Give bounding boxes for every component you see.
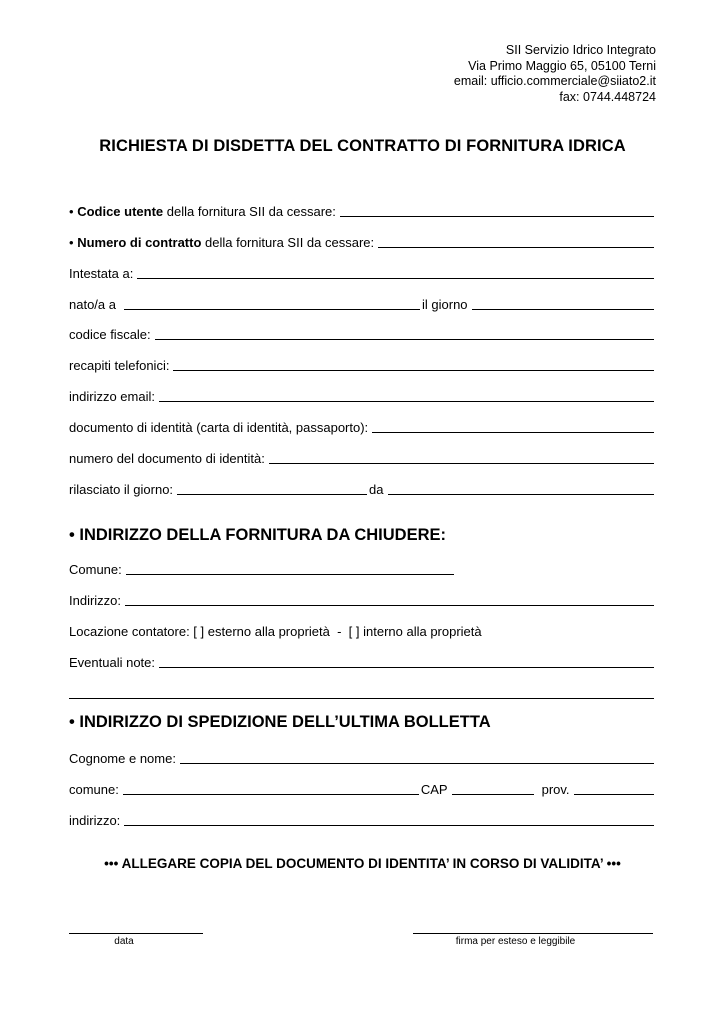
- allegare-documento-notice: ••• ALLEGARE COPIA DEL DOCUMENTO DI IDENTITA’ IN CORSO DI VALIDITA’ •••: [104, 856, 621, 871]
- field-intestata: [69, 263, 656, 281]
- field-cognome-nome: [69, 748, 656, 766]
- field-numero-contratto: • Numero di contratto della fornitura SII da cessare:: [69, 232, 656, 250]
- cap-blank[interactable]: [452, 794, 534, 795]
- field-locazione-contatore: [69, 621, 656, 639]
- field-spedizione-indirizzo: [69, 810, 656, 828]
- email-blank[interactable]: [159, 401, 654, 402]
- organization-name: SII Servizio Idrico Integrato: [505, 43, 656, 57]
- recapiti-label: recapiti telefonici:: [69, 358, 170, 373]
- fornitura-indirizzo-blank[interactable]: [125, 605, 654, 606]
- da-label: da: [369, 482, 384, 497]
- numero-contratto-blank[interactable]: [378, 247, 654, 248]
- field-recapiti: [69, 355, 656, 373]
- cap-label: CAP: [420, 782, 448, 797]
- rilasciato-giorno-blank[interactable]: [177, 494, 367, 495]
- prov-blank[interactable]: [574, 794, 654, 795]
- field-spedizione-comune: [69, 779, 656, 797]
- giorno-label: il giorno: [422, 297, 468, 312]
- spedizione-comune-blank[interactable]: [123, 794, 419, 795]
- data-label: data: [114, 936, 134, 947]
- spedizione-indirizzo-blank[interactable]: [124, 825, 654, 826]
- numero-documento-label: numero del documento di identità:: [69, 451, 265, 466]
- codice-fiscale-blank[interactable]: [155, 339, 654, 340]
- documento-label: documento di identità (carta di identità, passaporto):: [69, 420, 369, 435]
- field-rilasciato: [69, 479, 656, 497]
- field-fornitura-comune: [69, 559, 456, 577]
- field-numero-documento: [69, 448, 656, 466]
- fornitura-comune-label: Comune:: [69, 562, 122, 577]
- spedizione-indirizzo-label: indirizzo:: [69, 813, 121, 828]
- note-extra-blank[interactable]: [69, 698, 654, 699]
- field-numero-contratto-label: Numero di contratto: [77, 235, 202, 250]
- field-note-extra: [69, 683, 656, 701]
- note-blank[interactable]: [159, 667, 654, 668]
- codice-fiscale-label: codice fiscale:: [69, 327, 151, 342]
- field-fornitura-indirizzo: [69, 590, 656, 608]
- prov-label: prov.: [541, 782, 570, 797]
- sender-address-block: [454, 43, 656, 105]
- spedizione-comune-label: comune:: [69, 782, 119, 797]
- intestata-blank[interactable]: [137, 278, 654, 279]
- data-nascita-blank[interactable]: [472, 309, 654, 310]
- codice-utente-blank[interactable]: [340, 216, 654, 217]
- section-spedizione-title: • INDIRIZZO DI SPEDIZIONE DELL’ULTIMA BOLLETTA: [69, 713, 491, 731]
- document-title: RICHIESTA DI DISDETTA DEL CONTRATTO DI FORNITURA IDRICA: [99, 137, 626, 155]
- field-note: [69, 652, 656, 670]
- luogo-nascita-blank[interactable]: [124, 309, 420, 310]
- organization-fax: fax: 0744.448724: [559, 89, 656, 104]
- intestata-label: Intestata a:: [69, 266, 134, 281]
- data-signature-line[interactable]: [69, 933, 203, 934]
- organization-email: email: ufficio.commerciale@siiato2.it: [453, 74, 656, 88]
- nato-label: nato/a a: [69, 297, 116, 312]
- fornitura-indirizzo-label: Indirizzo:: [69, 593, 122, 608]
- section-fornitura-title: • INDIRIZZO DELLA FORNITURA DA CHIUDERE:: [69, 526, 447, 544]
- field-codice-utente-label: Codice utente: [77, 204, 164, 219]
- firma-label: firma per esteso e leggibile: [455, 936, 576, 947]
- documento-blank[interactable]: [372, 432, 654, 433]
- field-email: [69, 386, 656, 404]
- field-codice-utente: • Codice utente della fornitura SII da cessare:: [69, 201, 656, 219]
- field-documento: [69, 417, 656, 435]
- cognome-nome-blank[interactable]: [180, 763, 654, 764]
- email-label: indirizzo email:: [69, 389, 155, 404]
- numero-documento-blank[interactable]: [269, 463, 654, 464]
- firma-signature-line[interactable]: [413, 933, 653, 934]
- field-nascita: [69, 294, 656, 312]
- cognome-nome-label: Cognome e nome:: [69, 751, 176, 766]
- locazione-contatore-options[interactable]: Locazione contatore: [ ] esterno alla proprietà - [ ] interno alla proprietà: [69, 624, 482, 639]
- note-label: Eventuali note:: [69, 655, 156, 670]
- recapiti-blank[interactable]: [173, 370, 654, 371]
- field-codice-fiscale: [69, 324, 656, 342]
- rilasciato-da-blank[interactable]: [388, 494, 654, 495]
- rilasciato-label: rilasciato il giorno:: [69, 482, 174, 497]
- organization-address: Via Primo Maggio 65, 05100 Terni: [468, 58, 656, 73]
- fornitura-comune-blank[interactable]: [126, 574, 454, 575]
